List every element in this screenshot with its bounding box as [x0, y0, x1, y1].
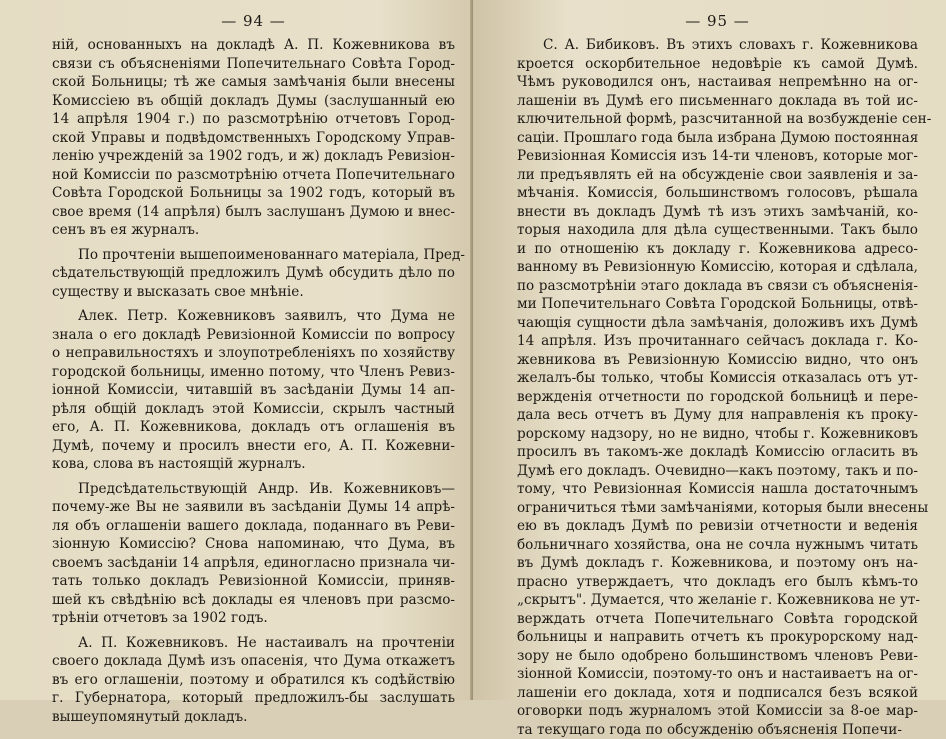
text-line: кова, слова въ настоящій журналъ.: [52, 455, 455, 474]
text-line: іонной Комиссіи, читавшій въ засѣданіи Думы 14 ап-: [52, 381, 455, 400]
text-line: ской Больницы; тѣ же самыя замѣчанія были внесены: [52, 73, 455, 92]
text-line: почему-же Вы не заявили въ засѣданіи Думы 14 апрѣ-: [52, 498, 455, 517]
text-line: ній, основанныхъ на докладѣ А. П. Кожевникова въ: [52, 36, 455, 55]
text-line: больничнаго хозяйства, она не сочла нужнымъ читать: [517, 536, 918, 555]
text-line: оговорки подъ журналомъ этой Комиссіи за 8-ое мар-: [517, 702, 918, 721]
text-line: торыя находила для дѣла существенными. Такъ было: [517, 221, 918, 240]
paragraph: [52, 307, 455, 474]
page-text: [52, 36, 455, 726]
text-line: сенъ въ ея журналъ.: [52, 221, 455, 240]
text-line: въ его оглашеніи, поэтому и обратился къ содѣйствію: [52, 671, 455, 690]
text-line: ли предъявлять ей на обсужденіе свои заявленія и за-: [517, 166, 918, 185]
text-line: вышеупомянутый докладъ.: [52, 708, 455, 727]
text-line: ной Комиссіи по разсмотрѣнію отчета Попечительнаго: [52, 166, 455, 185]
text-line: 14 апрѣля 1904 г.) по разсмотрѣнію отчетовъ Город-: [52, 110, 455, 129]
text-line: ею въ докладъ Думѣ по ревизіи отчетности и веденія: [517, 517, 918, 536]
text-line: тому, что Ревизіонная Комиссія нашла достаточнымъ: [517, 480, 918, 499]
text-line: С. А. Бибиковъ. Въ этихъ словахъ г. Кожевникова: [517, 36, 918, 55]
page-text: [517, 36, 918, 739]
text-line: больницы и направить отчетъ къ прокурорскому над-: [517, 628, 918, 647]
page-number: — 95 —: [517, 8, 918, 36]
text-line: Чѣмъ руководился онъ, настаивая непремѣнно на ог-: [517, 73, 918, 92]
text-line: ограничиться тѣми замѣчаніями, которыя были внесены: [517, 499, 918, 518]
text-line: ля объ оглашеніи вашего доклада, поданнаго въ Реви-: [52, 517, 455, 536]
text-line: А. П. Кожевниковъ. Не настаивалъ на прочтеніи: [52, 634, 455, 653]
text-line: связи съ объясненіями Попечительнаго Совѣта Город-: [52, 55, 455, 74]
text-line: По прочтеніи вышепоименованнаго матеріала, Пред-: [52, 246, 455, 265]
text-line: мѣчанія. Комиссія, большинствомъ голосовъ, рѣшала: [517, 184, 918, 203]
text-line: свое время (14 апрѣля) былъ заслушанъ Думою и внес-: [52, 203, 455, 222]
text-line: та текущаго года по обсужденію объясненія Попечи-: [517, 721, 918, 739]
text-line: шей къ свѣдѣнію всѣ доклады ея членовъ при разсмо-: [52, 591, 455, 610]
text-line: сѣдательствующій предложилъ Думѣ обсудить дѣло по: [52, 264, 455, 283]
text-line: тать только докладъ Ревизіонной Комиссіи, приняв-: [52, 572, 455, 591]
text-line: ленію учрежденій за 1902 годъ, и ж) докладъ Ревизіон-: [52, 147, 455, 166]
text-line: своего доклада Думѣ изъ опасенія, что Дума откажетъ: [52, 652, 455, 671]
text-line: верждать отчета Попечительнаго Совѣта городской: [517, 610, 918, 629]
page-number: — 94 —: [52, 8, 455, 36]
text-line: чающія сущности дѣла замѣчанія, доложивъ ихъ Думѣ: [517, 314, 918, 333]
text-line: по разсмотрѣніи этаго доклада въ связи съ объясненія-: [517, 277, 918, 296]
text-line: трѣніи отчетовъ за 1902 годъ.: [52, 609, 455, 628]
text-line: Комиссіею въ общій докладъ Думы (заслушанный ею: [52, 92, 455, 111]
text-line: лашеніи въ Думѣ его письменнаго доклада въ той ис-: [517, 92, 918, 111]
text-line: въ Думѣ докладъ г. Кожевникова, и поэтому онъ на-: [517, 554, 918, 573]
text-line: зору не было одобрено большинствомъ членовъ Реви-: [517, 647, 918, 666]
text-line: 14 апрѣля. Изъ прочитаннаго сейчасъ доклада г. Ко-: [517, 332, 918, 351]
paragraph: [52, 634, 455, 727]
text-line: лашеніи его доклада, хотя и подписался безъ всякой: [517, 684, 918, 703]
text-line: дала весь отчетъ въ Думу для направленія къ проку-: [517, 406, 918, 425]
text-line: кроется оскорбительное недовѣріе къ самой Думѣ.: [517, 55, 918, 74]
paragraph: [52, 246, 455, 302]
text-line: существу и высказать свое мнѣніе.: [52, 283, 455, 302]
text-line: саціи. Прошлаго года была избрана Думою постоянная: [517, 129, 918, 148]
text-line: желалъ-бы только, чтобы Комиссія отказалась отъ ут-: [517, 369, 918, 388]
text-line: Алек. Петр. Кожевниковъ заявилъ, что Дума не: [52, 307, 455, 326]
text-line: жевникова въ Ревизіонную Комиссію видно, что онъ: [517, 351, 918, 370]
text-line: зіонную Комиссію? Снова напоминаю, что Дума, въ: [52, 535, 455, 554]
text-line: знала о его докладѣ Ревизіонной Комиссіи по вопросу: [52, 326, 455, 345]
text-line: вержденія отчетности по городской больницѣ и пере-: [517, 388, 918, 407]
text-line: прасно утверждаетъ, что докладъ его былъ кѣмъ-то: [517, 573, 918, 592]
text-line: рорскому надзору, но не видно, чтобы г. Кожевниковъ: [517, 425, 918, 444]
text-line: Думѣ, почему и просилъ внести его, А. П. Кожевни-: [52, 437, 455, 456]
paragraph: [517, 36, 918, 739]
text-line: зіонной Комиссіи, поэтому-то онъ и настаиваетъ на ог-: [517, 665, 918, 684]
text-line: ской Управы и подвѣдомственныхъ Городскому Управ-: [52, 129, 455, 148]
text-line: „скрытъ". Думается, что желаніе г. Кожевникова не ут-: [517, 591, 918, 610]
text-line: внести въ докладъ Думѣ тѣ изъ этихъ замѣчаній, ко-: [517, 203, 918, 222]
text-line: его, А. П. Кожевникова, докладъ отъ оглашенія въ: [52, 418, 455, 437]
left-page: [0, 0, 473, 700]
text-line: Ревизіонная Комиссія изъ 14-ти членовъ, которые мог-: [517, 147, 918, 166]
text-line: Совѣта Городской Больницы за 1902 годъ, который въ: [52, 184, 455, 203]
text-line: городской больницы, именно потому, что Членъ Ревиз-: [52, 363, 455, 382]
text-line: г. Губернатора, который предложилъ-бы заслушать: [52, 689, 455, 708]
text-line: ми Попечительнаго Совѣта Городской Больницы, отвѣ-: [517, 295, 918, 314]
text-line: ключительной формѣ, разсчитанной на возбужденіе сен-: [517, 110, 918, 129]
text-line: и по отношенію къ докладу г. Кожевникова адресо-: [517, 240, 918, 259]
text-line: ванному въ Ревизіонную Комиссію, которая и сдѣлала,: [517, 258, 918, 277]
text-line: своемъ засѣданіи 14 апрѣля, единогласно признала чи-: [52, 554, 455, 573]
right-page: [473, 0, 946, 700]
text-line: рѣля общій докладъ этой Комиссіи, скрылъ частный: [52, 400, 455, 419]
paragraph: [52, 480, 455, 628]
paragraph: [52, 36, 455, 240]
text-line: Думѣ его докладъ. Очевидно—какъ поэтому, такъ и по-: [517, 462, 918, 481]
text-line: просилъ въ такомъ-же докладѣ Комиссію огласить въ: [517, 443, 918, 462]
text-line: Предсѣдательствующій Андр. Ив. Кожевниковъ—: [52, 480, 455, 499]
text-line: о неправильностяхъ и злоупотребленіяхъ по хозяйству: [52, 344, 455, 363]
